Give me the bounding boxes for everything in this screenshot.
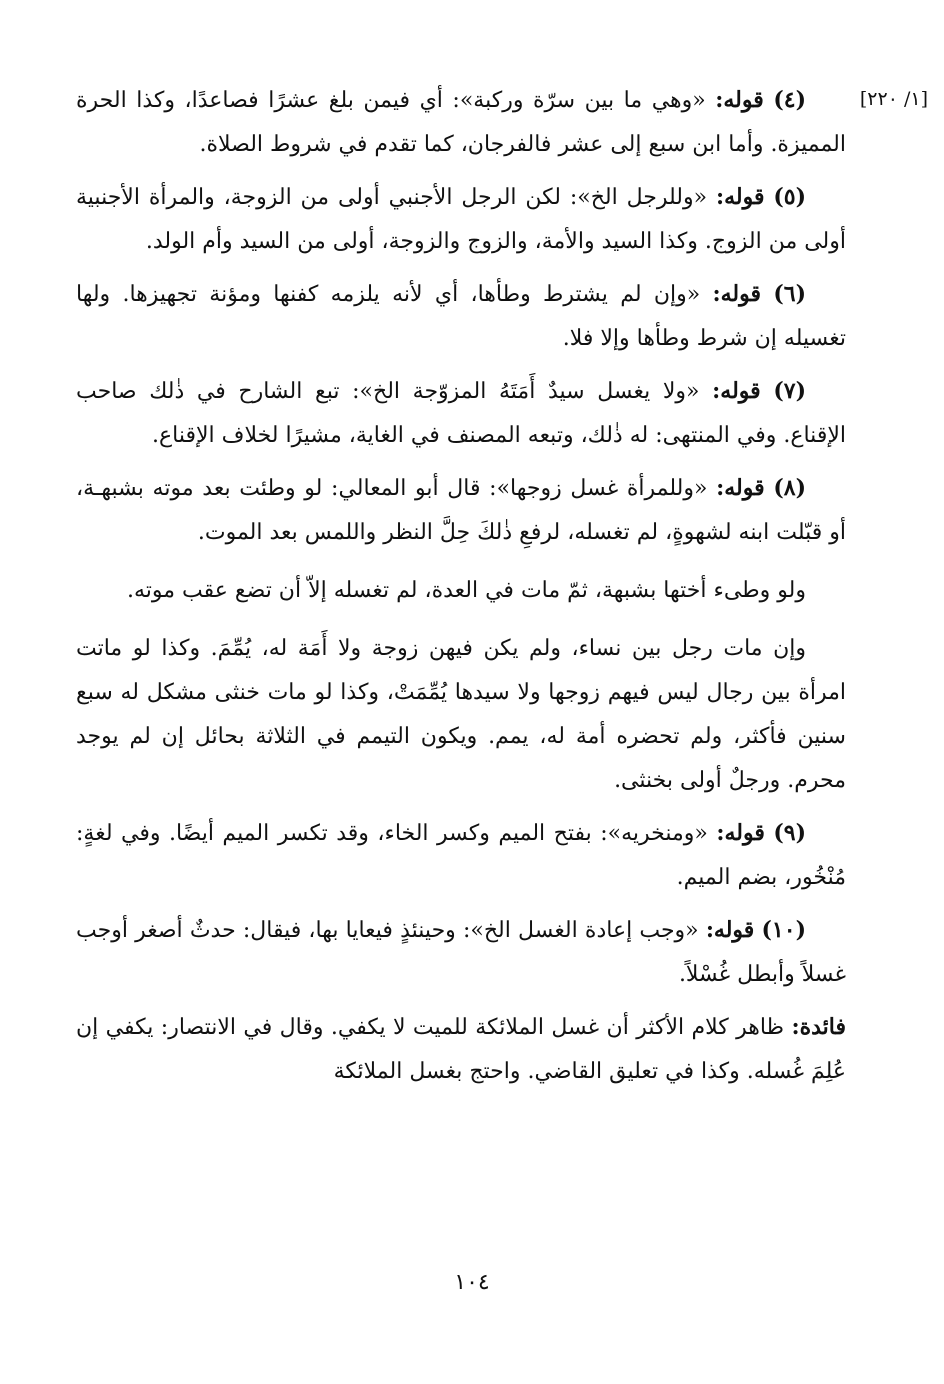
note-number: (٨) [773, 475, 807, 501]
paragraph-6 [76, 272, 846, 361]
note-number: (٩) [773, 820, 807, 846]
paragraph-10 [76, 908, 846, 997]
note-text: «وإن لم يشترط وطأها، أي لأنه يلزمه كفنها ومؤنة تجهيزها. ولها تغسيله إن شرط وطأها وإلا فلا. [76, 282, 846, 351]
note-text: «وجب إعادة الغسل الخ»: وحينئذٍ فيعايا بها، فيقال: حدثٌ أصغر أوجب غسلاً وأبطل غُسْلاً. [76, 918, 846, 987]
note-label: قوله: [716, 820, 765, 846]
benefit-label: فائدة: [791, 1014, 846, 1040]
note-text: «ومنخريه»: بفتح الميم وكسر الخاء، وقد تكسر الميم أيضًا. وفي لغةٍ: مُنْخُور، بضم الميم. [76, 821, 846, 890]
paragraph-4 [76, 78, 846, 167]
note-label: قوله: [705, 917, 755, 943]
note-label: قوله: [716, 475, 765, 501]
note-text: «وللرجل الخ»: لكن الرجل الأجنبي أولى من الزوجة، والمرأة الأجنبية أولى من الزوج. وكذا السيد والأمة، والزوج والزوجة، أولى من السيد وأم الولد. [76, 185, 846, 254]
note-label: قوله: [712, 378, 761, 404]
note-number: (٦) [773, 281, 807, 307]
paragraph-7 [76, 369, 846, 458]
note-label: قوله: [715, 184, 765, 210]
paragraph-benefit [76, 1005, 846, 1094]
paragraph-plain-2 [76, 627, 846, 803]
note-number: (٥) [773, 184, 807, 210]
note-text: «ولا يغسل سيدٌ أَمَتَهُ المزوّجة الخ»: تبع الشارح في ذٰلك صاحب الإقناع. وفي المنتهى: له ذٰلك، وتبعه المصنف في الغاية، مشيرًا لخلاف الإقناع. [76, 379, 846, 448]
note-label: قوله: [712, 281, 762, 307]
note-number: (١٠) [761, 917, 806, 943]
page-body [76, 78, 846, 1102]
paragraph-9 [76, 811, 846, 900]
note-number: (٧) [773, 378, 806, 404]
paragraph-plain-1 [76, 569, 846, 613]
paragraph-8 [76, 466, 846, 555]
margin-reference: [١/ ٢٢٠] [859, 88, 928, 110]
note-label: قوله: [715, 87, 764, 113]
note-text: «وهي ما بين سرّة وركبة»: أي فيمن بلغ عشرًا فصاعدًا، وكذا الحرة المميزة. وأما ابن سبع إلى عشر فالفرجان، كما تقدم في شروط الصلاة. [76, 88, 846, 157]
note-number: (٤) [773, 87, 806, 113]
paragraph-text: ظاهر كلام الأكثر أن غسل الملائكة للميت لا يكفي. وقال في الانتصار: يكفي إن عُلِمَ غُسله. وكذا في تعليق القاضي. واحتج بغسل الملائكة [76, 1015, 846, 1084]
paragraph-text: ولو وطىء أختها بشبهة، ثمّ مات في العدة، لم تغسله إلاّ أن تضع عقب موته. [127, 578, 806, 603]
paragraph-5 [76, 175, 846, 264]
note-text: «وللمرأة غسل زوجها»: قال أبو المعالي: لو وطئت بعد موته بشبهـة، أو قبّلت ابنه لشهوةٍ، لم تغسله، لرفعِ ذٰلكَ حِلَّ النظر واللمس بعد الموت. [76, 476, 846, 545]
page-number: ١٠٤ [454, 1270, 490, 1295]
paragraph-text: وإن مات رجل بين نساء، ولم يكن فيهن زوجة ولا أَمَة له، يُمِّمَ. وكذا لو ماتت امرأة بين رجال ليس فيهم زوجها ولا سيدها يُمِّمَتْ، وكذا لو مات خنثى مشكل له سبع سنين فأكثر، ولم تحضره أمة له، يمم. ويكون التيمم في الثلاثة بحائل إن لم يوجد محرم. ورجلٌ أولى بخنثى. [76, 636, 846, 793]
